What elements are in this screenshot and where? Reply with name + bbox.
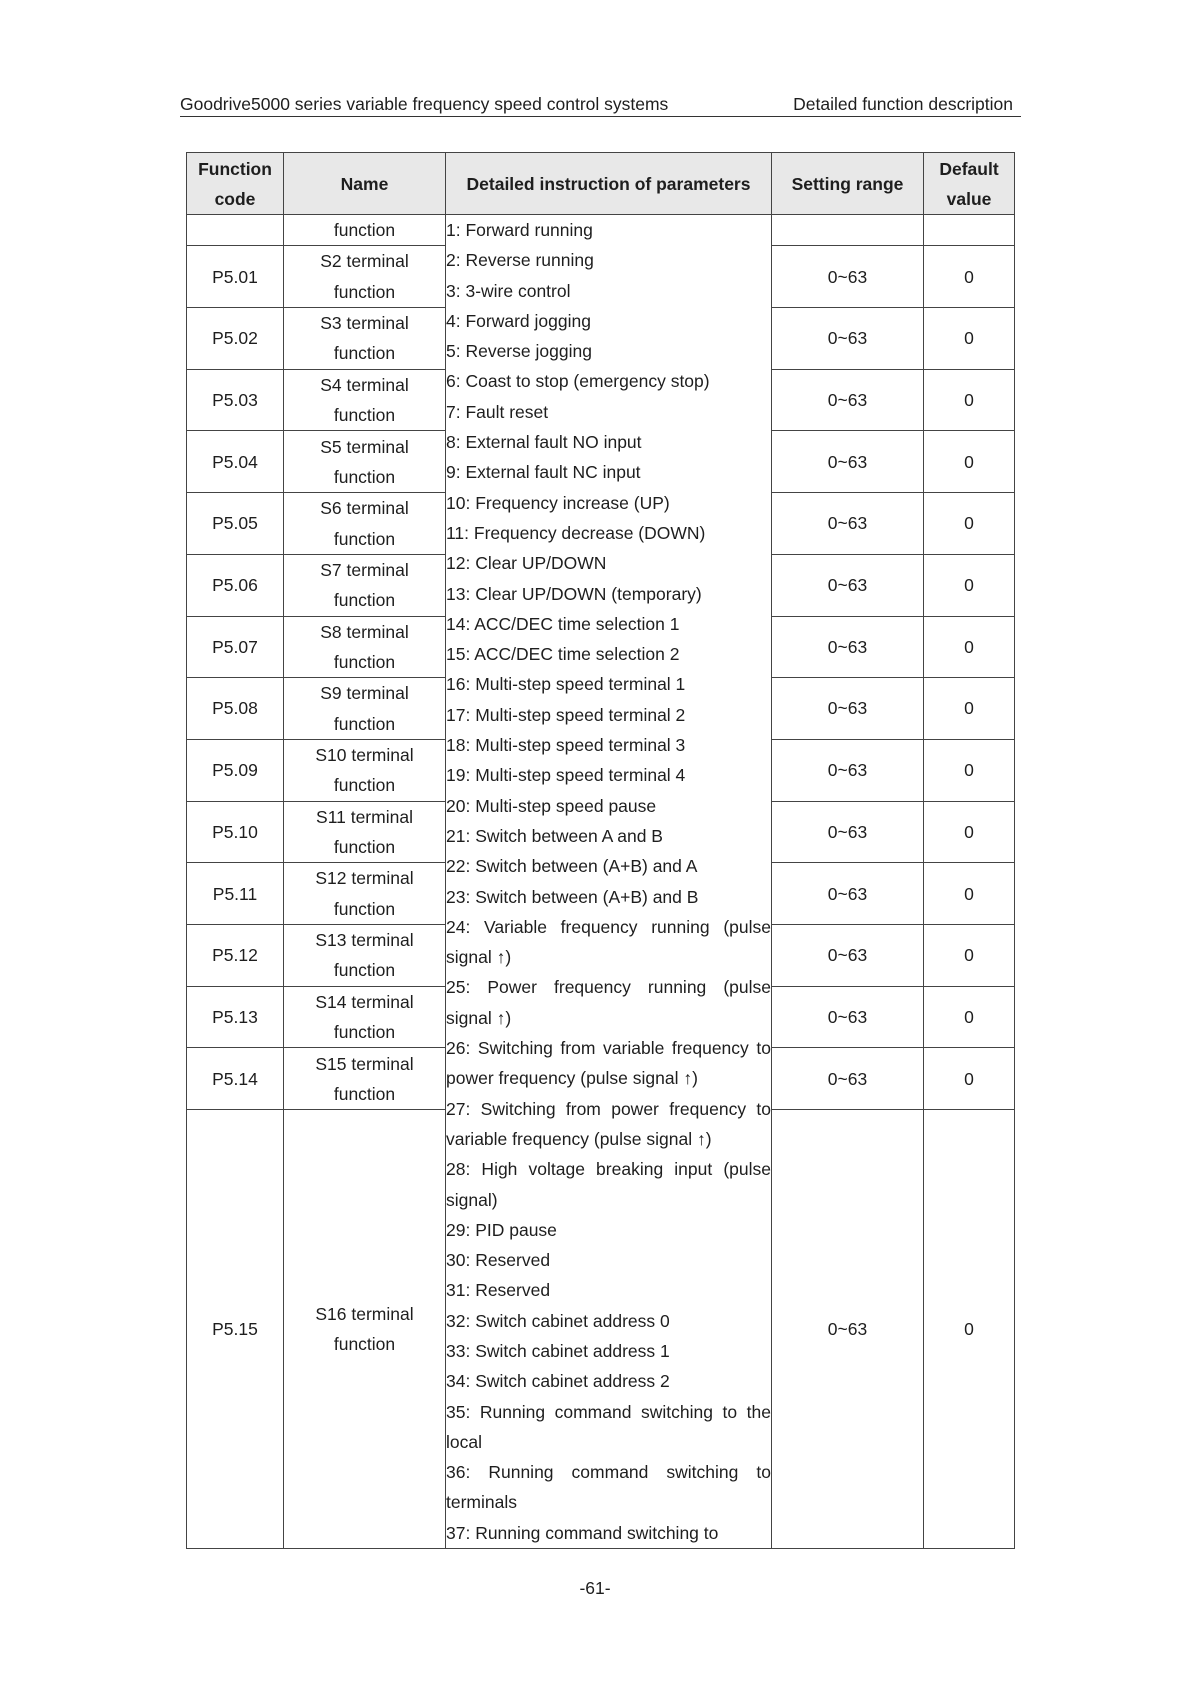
instruction-item: 34: Switch cabinet address 2: [446, 1371, 670, 1392]
table-cell-code: P5.04: [187, 431, 284, 493]
table-cell-code: P5.10: [187, 801, 284, 863]
table-cell-name-line: function: [333, 651, 396, 672]
table-cell-name: [284, 739, 446, 801]
page-header: [180, 92, 1021, 117]
table-cell-name: [284, 431, 446, 493]
table-cell-name-line: S14 terminal: [315, 991, 414, 1012]
table-cell-default: 0: [924, 308, 1015, 370]
instruction-item: 13: Clear UP/DOWN (temporary): [446, 583, 702, 604]
table-cell-range: 0~63: [772, 554, 924, 616]
instruction-item: 33: Switch cabinet address 1: [446, 1340, 670, 1361]
table-cell-name-line: S3 terminal: [320, 313, 409, 334]
instruction-item: 12: Clear UP/DOWN: [446, 553, 607, 574]
table-cell-name-line: function: [333, 1022, 396, 1043]
table-cell-name-line: function: [333, 466, 396, 487]
column-header-name: Name: [284, 153, 446, 215]
table-cell-name: [284, 986, 446, 1048]
table-cell-name-line: function: [333, 898, 396, 919]
instruction-item: 20: Multi-step speed pause: [446, 795, 657, 816]
table-cell-name-line: S10 terminal: [315, 745, 414, 766]
instruction-item: 9: External fault NC input: [446, 462, 641, 483]
table-cell-name-line: function: [333, 590, 396, 611]
table-cell-name-line: function: [333, 713, 396, 734]
table-cell-name: [284, 554, 446, 616]
table-cell-name: [284, 246, 446, 308]
table-cell-name-line: S5 terminal: [320, 436, 409, 457]
instruction-item: 19: Multi-step speed terminal 4: [446, 765, 686, 786]
table-cell-range: 0~63: [772, 616, 924, 678]
table-cell-code: P5.12: [187, 925, 284, 987]
table-cell-name: [284, 678, 446, 740]
header-document-title: Goodrive5000 series variable frequency speed control systems: [180, 94, 669, 114]
table-cell-default: 0: [924, 739, 1015, 801]
table-cell-code: P5.06: [187, 554, 284, 616]
table-cell-name-line: S12 terminal: [315, 868, 414, 889]
table-cell-default: 0: [924, 493, 1015, 555]
column-header-instruction: Detailed instruction of parameters: [446, 153, 772, 215]
table-cell-name: [284, 369, 446, 431]
table-cell-name-line: function: [333, 960, 396, 981]
instruction-item: 4: Forward jogging: [446, 310, 591, 331]
table-cell-name: [284, 493, 446, 555]
table-row: [187, 215, 1015, 246]
table-cell-range: 0~63: [772, 308, 924, 370]
table-cell-range: 0~63: [772, 678, 924, 740]
instruction-item: 18: Multi-step speed terminal 3: [446, 735, 686, 756]
table-cell-name-line: function: [333, 528, 396, 549]
table-cell-name: [284, 308, 446, 370]
table-cell-name-line: function: [333, 775, 396, 796]
instruction-item: 26: Switching from variable frequency to power frequency (pulse signal ↑): [446, 1038, 771, 1089]
table-cell-default: 0: [924, 1110, 1015, 1549]
table-cell-name-line: S15 terminal: [315, 1053, 414, 1074]
instruction-item: 36: Running command switching to terminals: [446, 1462, 771, 1513]
instruction-item: 5: Reverse jogging: [446, 341, 592, 362]
instruction-item: 2: Reverse running: [446, 250, 594, 271]
table-cell-name-line: S9 terminal: [320, 683, 409, 704]
header-section-title: Detailed function description: [793, 94, 1013, 114]
column-header-code: Function code: [187, 153, 284, 215]
page-number: -61-: [579, 1578, 611, 1598]
instruction-item: 17: Multi-step speed terminal 2: [446, 704, 686, 725]
parameter-table: [186, 152, 1015, 1549]
table-cell-range: 0~63: [772, 925, 924, 987]
table-cell-name: [284, 925, 446, 987]
table-cell-default: 0: [924, 801, 1015, 863]
table-cell-range: 0~63: [772, 369, 924, 431]
table-cell-code: P5.11: [187, 863, 284, 925]
instruction-item: 28: High voltage breaking input (pulse signal): [446, 1159, 771, 1210]
instruction-item: 25: Power frequency running (pulse signal ↑): [446, 977, 771, 1028]
table-cell-range: 0~63: [772, 431, 924, 493]
table-header-row: [187, 153, 1015, 215]
table-cell-code: P5.03: [187, 369, 284, 431]
table-cell-name-line: S11 terminal: [316, 806, 413, 827]
table-cell-default: 0: [924, 925, 1015, 987]
instruction-item: 31: Reserved: [446, 1280, 551, 1301]
table-cell-default: 0: [924, 246, 1015, 308]
table-cell-range: 0~63: [772, 1048, 924, 1110]
table-cell-name-line: S16 terminal: [315, 1303, 414, 1324]
instruction-item: 14: ACC/DEC time selection 1: [446, 613, 680, 634]
table-cell-name-line: function: [333, 837, 396, 858]
table-cell-default: 0: [924, 616, 1015, 678]
table-cell-name-line: function: [333, 1083, 396, 1104]
table-cell-instruction: [446, 215, 772, 1549]
table-cell-range: 0~63: [772, 986, 924, 1048]
instruction-item: 24: Variable frequency running (pulse signal ↑): [446, 916, 771, 968]
table-cell-name-line: function: [333, 343, 396, 364]
table-cell-name: [284, 863, 446, 925]
table-cell-default: 0: [924, 986, 1015, 1048]
table-cell-code: P5.05: [187, 493, 284, 555]
table-cell-name-line: S2 terminal: [320, 251, 409, 272]
table-cell-code: P5.08: [187, 678, 284, 740]
instruction-item: 6: Coast to stop (emergency stop): [446, 371, 710, 392]
instruction-item: 21: Switch between A and B: [446, 825, 663, 846]
instruction-item: 1: Forward running: [446, 220, 593, 240]
table-cell-range: 0~63: [772, 493, 924, 555]
table-cell-name-line: S13 terminal: [315, 930, 414, 951]
table-cell-code: P5.13: [187, 986, 284, 1048]
column-header-default: Default value: [924, 153, 1015, 215]
table-cell-default: 0: [924, 369, 1015, 431]
table-cell-name: [284, 1110, 446, 1549]
table-cell-default: 0: [924, 863, 1015, 925]
table-cell-code: P5.09: [187, 739, 284, 801]
instruction-item: 32: Switch cabinet address 0: [446, 1310, 670, 1331]
table-cell-default: 0: [924, 1048, 1015, 1110]
table-cell-name-line: function: [333, 1334, 396, 1355]
table-cell-name: [284, 616, 446, 678]
table-cell-default: 0: [924, 554, 1015, 616]
table-cell-code: P5.07: [187, 616, 284, 678]
table-cell-name-line: S4 terminal: [320, 374, 409, 395]
instruction-item: 23: Switch between (A+B) and B: [446, 886, 699, 907]
table-cell-range: 0~63: [772, 739, 924, 801]
instruction-item: 35: Running command switching to the local: [446, 1401, 771, 1452]
table-cell-default: 0: [924, 678, 1015, 740]
table-cell-name-line: S8 terminal: [320, 621, 409, 642]
instruction-item: 7: Fault reset: [446, 401, 549, 422]
instruction-item: 15: ACC/DEC time selection 2: [446, 644, 680, 665]
table-cell-range: 0~63: [772, 1110, 924, 1549]
table-cell-name: function: [284, 215, 446, 246]
instruction-item: 27: Switching from power frequency to variable frequency (pulse signal ↑): [446, 1098, 771, 1149]
table-cell-name-line: S6 terminal: [320, 498, 409, 519]
table-cell-default: 0: [924, 431, 1015, 493]
table-cell-code: P5.15: [187, 1110, 284, 1549]
table-cell-name: [284, 1048, 446, 1110]
column-header-range: Setting range: [772, 153, 924, 215]
instruction-item: 11: Frequency decrease (DOWN): [446, 522, 706, 543]
table-cell-code: [187, 215, 284, 246]
table-cell-range: 0~63: [772, 863, 924, 925]
table-cell-code: P5.02: [187, 308, 284, 370]
instruction-item: 37: Running command switching to: [446, 1522, 719, 1543]
instruction-item: 10: Frequency increase (UP): [446, 492, 670, 513]
instruction-item: 16: Multi-step speed terminal 1: [446, 674, 686, 695]
table-cell-name-line: function: [333, 281, 396, 302]
table-cell-range: 0~63: [772, 246, 924, 308]
table-cell-range: 0~63: [772, 801, 924, 863]
instruction-item: 8: External fault NO input: [446, 432, 642, 453]
table-cell-code: P5.01: [187, 246, 284, 308]
instruction-item: 22: Switch between (A+B) and A: [446, 856, 698, 877]
table-cell-name-line: function: [333, 405, 396, 426]
table-cell-name: [284, 801, 446, 863]
instruction-item: 3: 3-wire control: [446, 280, 571, 301]
table-cell-code: P5.14: [187, 1048, 284, 1110]
table-cell-range: [772, 215, 924, 246]
table-cell-default: [924, 215, 1015, 246]
instruction-item: 30: Reserved: [446, 1250, 551, 1271]
table-cell-name-line: S7 terminal: [320, 559, 409, 580]
instruction-item: 29: PID pause: [446, 1219, 557, 1240]
